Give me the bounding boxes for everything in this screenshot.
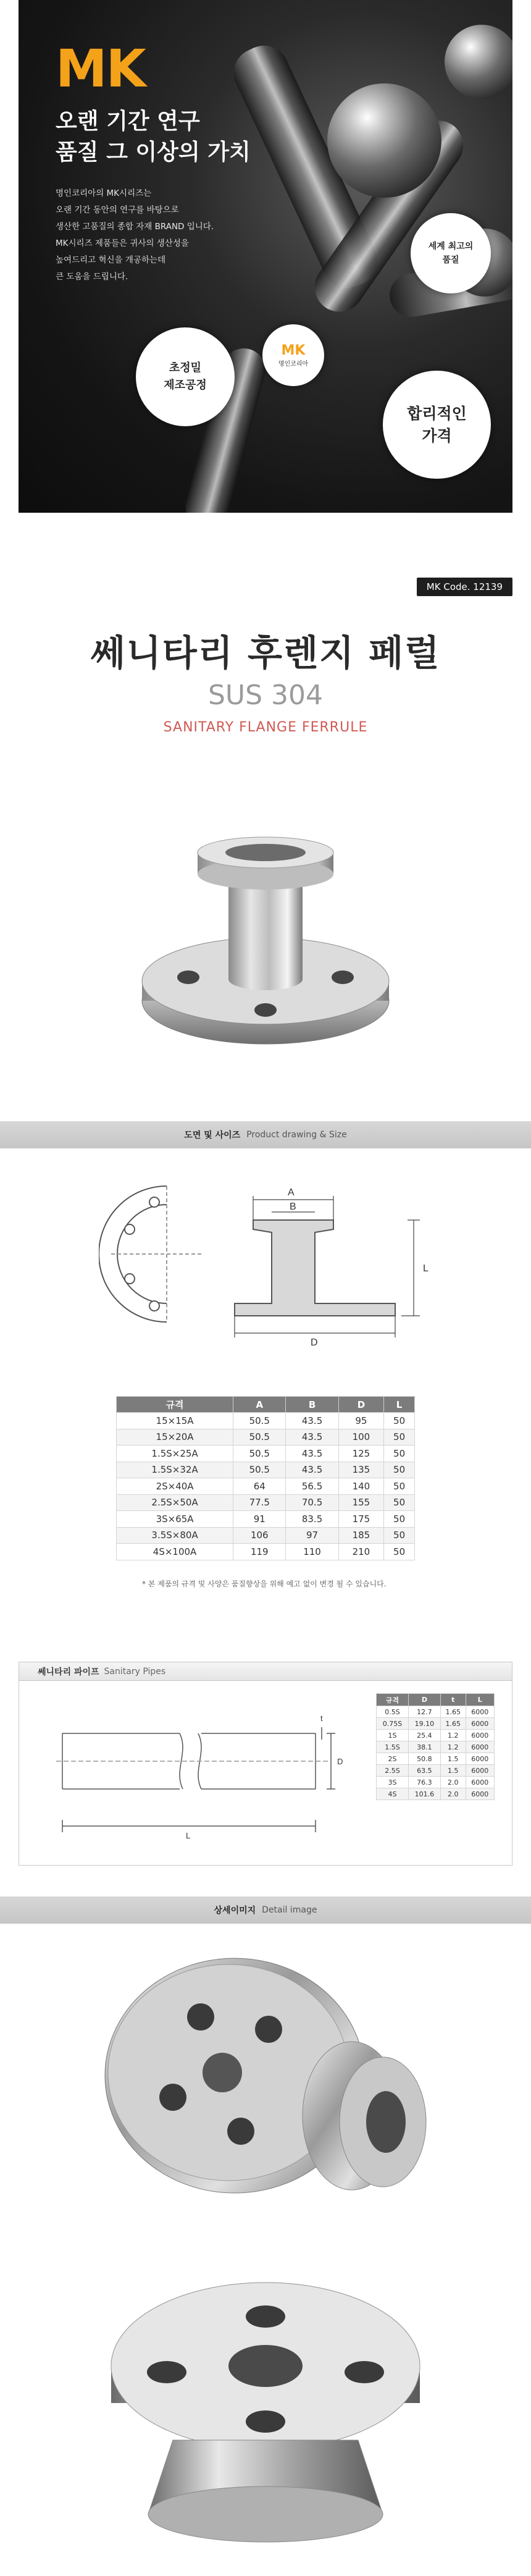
dim-label-a: A xyxy=(288,1187,295,1198)
table-row xyxy=(377,1753,495,1765)
table-cell: 43.5 xyxy=(286,1429,338,1446)
table-cell: 2S xyxy=(377,1753,409,1765)
process-badge xyxy=(136,327,235,426)
table-cell: 6000 xyxy=(466,1765,494,1777)
pipe-box-header xyxy=(19,1662,512,1681)
desc-line: 명인코리아의 MK시리즈는 xyxy=(56,188,152,198)
table-cell: 1.2 xyxy=(440,1741,466,1753)
table-cell: 175 xyxy=(338,1511,383,1528)
pipe-dim-d: D xyxy=(337,1757,343,1766)
pipe-dim-l: L xyxy=(186,1831,191,1840)
table-cell: 70.5 xyxy=(286,1494,338,1511)
table-cell: 50 xyxy=(384,1478,415,1495)
table-cell: 50 xyxy=(384,1527,415,1544)
spec-col-size: 규격 xyxy=(117,1397,233,1413)
table-cell: 6000 xyxy=(466,1741,494,1753)
table-cell: 6000 xyxy=(466,1788,494,1800)
pipe-box-subtitle: Sanitary Pipes xyxy=(104,1666,166,1677)
table-row xyxy=(117,1511,415,1528)
table-row xyxy=(377,1718,495,1730)
table-cell: 4S×100A xyxy=(117,1544,233,1560)
table-cell: 76.3 xyxy=(408,1777,440,1788)
table-cell: 50 xyxy=(384,1544,415,1560)
detail-section-subtitle: Detail image xyxy=(262,1905,317,1915)
table-cell: 1.2 xyxy=(440,1730,466,1741)
table-cell: 6000 xyxy=(466,1718,494,1730)
spec-table xyxy=(116,1396,415,1560)
table-cell: 1S xyxy=(377,1730,409,1741)
table-cell: 50.5 xyxy=(233,1462,286,1478)
dim-label-d: D xyxy=(311,1337,318,1348)
product-code-badge: MK Code. 12139 xyxy=(417,578,512,596)
table-cell: 43.5 xyxy=(286,1446,338,1462)
table-cell: 185 xyxy=(338,1527,383,1544)
quality-badge xyxy=(411,213,491,293)
table-cell: 2S×40A xyxy=(117,1478,233,1495)
table-cell: 43.5 xyxy=(286,1413,338,1429)
table-cell: 6000 xyxy=(466,1777,494,1788)
drawing-section-subtitle: Product drawing & Size xyxy=(246,1130,347,1140)
table-cell: 50 xyxy=(384,1446,415,1462)
desc-line: 큰 도움을 드립니다. xyxy=(56,272,128,282)
spec-col-b: B xyxy=(286,1397,338,1413)
pipe-drawing xyxy=(56,1696,353,1851)
table-cell: 110 xyxy=(286,1544,338,1560)
table-row xyxy=(117,1413,415,1429)
table-cell: 6000 xyxy=(466,1706,494,1718)
price-badge-line1: 합리적인 xyxy=(407,404,467,423)
table-cell: 4S xyxy=(377,1788,409,1800)
table-cell: 140 xyxy=(338,1478,383,1495)
detail-image-bottom xyxy=(93,2273,438,2551)
brand-badge xyxy=(262,324,324,386)
table-cell: 106 xyxy=(233,1527,286,1544)
table-cell: 0.75S xyxy=(377,1718,409,1730)
brand-logo: MK xyxy=(56,38,145,99)
product-material: SUS 304 xyxy=(207,680,324,711)
table-cell: 12.7 xyxy=(408,1706,440,1718)
table-cell: 3S×65A xyxy=(117,1511,233,1528)
table-cell: 1.65 xyxy=(440,1718,466,1730)
brand-badge-logo: MK xyxy=(281,342,306,358)
table-cell: 50.8 xyxy=(408,1753,440,1765)
table-cell: 210 xyxy=(338,1544,383,1560)
table-row xyxy=(117,1446,415,1462)
table-row xyxy=(377,1741,495,1753)
hero-banner xyxy=(19,0,512,513)
table-cell: 19.10 xyxy=(408,1718,440,1730)
table-cell: 0.5S xyxy=(377,1706,409,1718)
detail-section-bar xyxy=(0,1896,531,1924)
quality-badge-line2: 품질 xyxy=(442,255,459,265)
dim-label-l: L xyxy=(423,1263,429,1274)
table-cell: 50.5 xyxy=(233,1429,286,1446)
table-cell: 50 xyxy=(384,1494,415,1511)
table-cell: 1.5S×25A xyxy=(117,1446,233,1462)
table-cell: 1.5 xyxy=(440,1765,466,1777)
desc-line: 높여드리고 혁신을 개공하는데 xyxy=(56,255,166,265)
ball-valve-image xyxy=(327,83,441,198)
table-cell: 64 xyxy=(233,1478,286,1495)
spec-col-d: D xyxy=(338,1397,383,1413)
table-row xyxy=(377,1765,495,1777)
table-cell: 2.0 xyxy=(440,1777,466,1788)
table-cell: 1.5 xyxy=(440,1753,466,1765)
spec-col-l: L xyxy=(384,1397,415,1413)
pipe-col-size: 규격 xyxy=(377,1694,409,1706)
table-cell: 50 xyxy=(384,1511,415,1528)
table-cell: 125 xyxy=(338,1446,383,1462)
price-badge xyxy=(383,371,491,479)
desc-line: 생산한 고품질의 종합 자재 BRAND 입니다. xyxy=(56,222,214,232)
table-cell: 2.0 xyxy=(440,1788,466,1800)
table-cell: 97 xyxy=(286,1527,338,1544)
quality-badge-line1: 세계 최고의 xyxy=(428,242,474,251)
table-cell: 119 xyxy=(233,1544,286,1560)
table-cell: 91 xyxy=(233,1511,286,1528)
product-title-en: SANITARY FLANGE FERRULE xyxy=(163,720,368,735)
table-cell: 2.5S×50A xyxy=(117,1494,233,1511)
product-main-image xyxy=(136,815,395,1063)
pipe-col-t: t xyxy=(440,1694,466,1706)
table-cell: 50 xyxy=(384,1462,415,1478)
sanitary-pipe-box xyxy=(19,1662,512,1866)
spec-table-header xyxy=(117,1397,415,1413)
process-badge-line1: 초정밀 xyxy=(169,361,202,374)
brand-badge-sub: 명인코리아 xyxy=(278,360,309,368)
table-cell: 50 xyxy=(384,1413,415,1429)
table-cell: 95 xyxy=(338,1413,383,1429)
table-cell: 63.5 xyxy=(408,1765,440,1777)
pipe-dim-t: t xyxy=(320,1714,323,1723)
pipe-col-l: L xyxy=(466,1694,494,1706)
technical-drawing xyxy=(99,1161,445,1384)
table-cell: 155 xyxy=(338,1494,383,1511)
table-cell: 100 xyxy=(338,1429,383,1446)
detail-section-title: 상세이미지 xyxy=(214,1906,256,1916)
table-row xyxy=(377,1706,495,1718)
pipe-spec-table xyxy=(376,1693,495,1800)
table-cell: 101.6 xyxy=(408,1788,440,1800)
table-row xyxy=(117,1544,415,1560)
table-row xyxy=(377,1730,495,1741)
table-row xyxy=(377,1777,495,1788)
table-cell: 6000 xyxy=(466,1730,494,1741)
table-cell: 50.5 xyxy=(233,1413,286,1429)
spec-note: * 본 제품의 규격 및 사양은 품질향상을 위해 예고 없이 변경 될 수 있습니다. xyxy=(142,1580,387,1588)
table-cell: 83.5 xyxy=(286,1511,338,1528)
pipe-box-title: 쎄니타리 파이프 xyxy=(38,1667,99,1677)
table-cell: 56.5 xyxy=(286,1478,338,1495)
table-cell: 50 xyxy=(384,1429,415,1446)
hero-tagline-1: 오랜 기간 연구 xyxy=(56,109,200,134)
hero-tagline-2: 품질 그 이상의 가치 xyxy=(56,140,251,165)
desc-line: MK시리즈 제품들은 귀사의 생산성을 xyxy=(56,238,189,248)
table-cell: 135 xyxy=(338,1462,383,1478)
detail-image-side xyxy=(93,1946,438,2205)
table-row xyxy=(117,1429,415,1446)
table-cell: 1.5S xyxy=(377,1741,409,1753)
ball-valve-image xyxy=(445,25,512,99)
table-cell: 43.5 xyxy=(286,1462,338,1478)
hero-description xyxy=(56,185,290,285)
table-cell: 6000 xyxy=(466,1753,494,1765)
table-cell: 25.4 xyxy=(408,1730,440,1741)
table-cell: 1.65 xyxy=(440,1706,466,1718)
table-cell: 77.5 xyxy=(233,1494,286,1511)
drawing-section-bar xyxy=(0,1121,531,1148)
table-cell: 3.5S×80A xyxy=(117,1527,233,1544)
table-cell: 1.5S×32A xyxy=(117,1462,233,1478)
table-cell: 50.5 xyxy=(233,1446,286,1462)
table-cell: 15×20A xyxy=(117,1429,233,1446)
table-row xyxy=(117,1462,415,1478)
table-cell: 2.5S xyxy=(377,1765,409,1777)
product-title: 쎄니타리 후렌지 페럴 xyxy=(90,632,441,674)
table-cell: 38.1 xyxy=(408,1741,440,1753)
drawing-section-title: 도면 및 사이즈 xyxy=(184,1130,241,1140)
spec-col-a: A xyxy=(233,1397,286,1413)
table-cell: 15×15A xyxy=(117,1413,233,1429)
pipe-col-d: D xyxy=(408,1694,440,1706)
table-cell: 3S xyxy=(377,1777,409,1788)
price-badge-line2: 가격 xyxy=(422,426,452,445)
process-badge-line2: 제조공정 xyxy=(164,379,207,392)
table-row xyxy=(117,1478,415,1495)
dim-label-b: B xyxy=(290,1202,296,1212)
desc-line: 오랜 기간 동안의 연구를 바탕으로 xyxy=(56,205,179,215)
table-row xyxy=(117,1527,415,1544)
table-row xyxy=(377,1788,495,1800)
pipe-table-header xyxy=(377,1694,495,1706)
table-row xyxy=(117,1494,415,1511)
